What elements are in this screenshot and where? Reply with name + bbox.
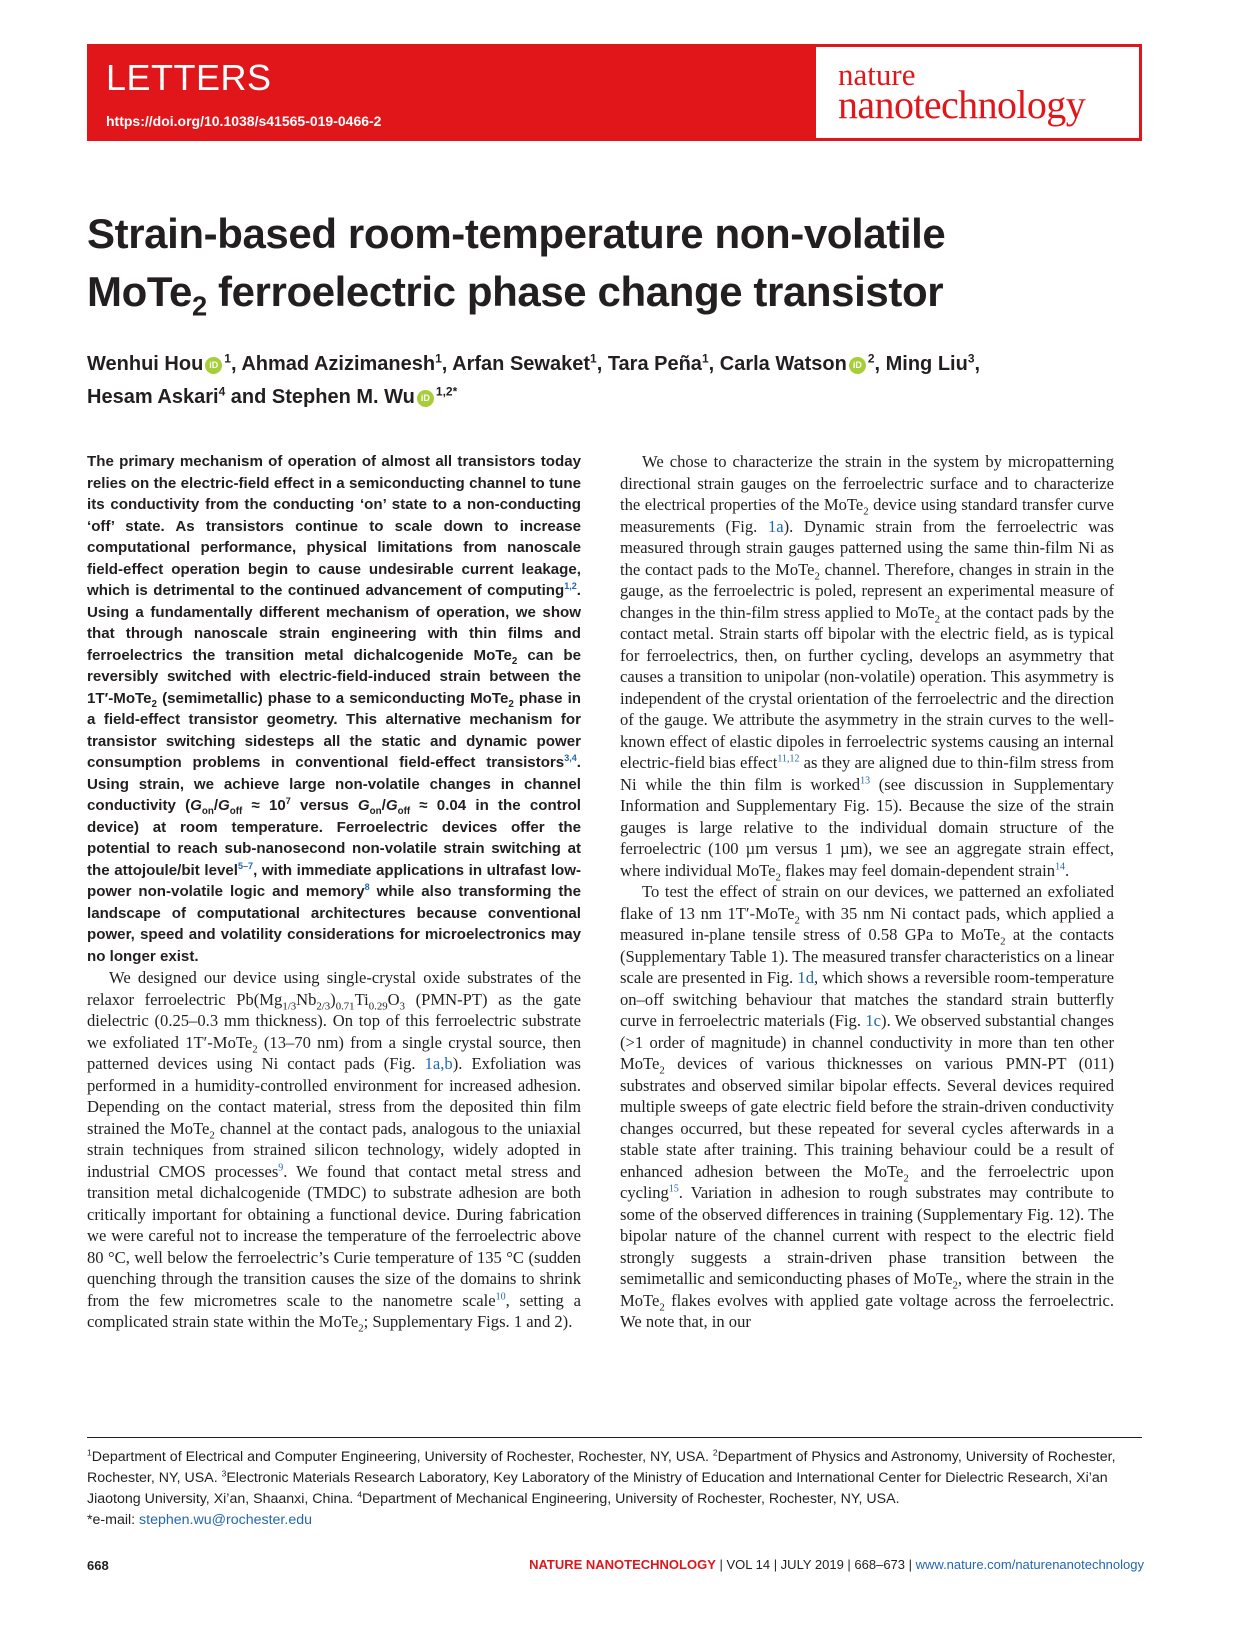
affiliations xyxy=(87,1447,1145,1510)
body-paragraph-2 xyxy=(620,451,1114,881)
superscript: 7 xyxy=(285,795,291,806)
text-run: (semimetallic) phase to a semiconducting MoTe xyxy=(157,689,509,707)
text-run: ). We observed substantial changes (>1 order of magnitude) in channel conductivity in more than ten other MoTe xyxy=(620,1011,1114,1073)
title-line-2-a: MoTe xyxy=(87,268,192,315)
italic-symbol: G xyxy=(218,797,230,814)
journal-footer xyxy=(529,1557,1144,1572)
right-column xyxy=(620,451,1114,1333)
superscript: 4 xyxy=(357,1489,362,1500)
subscript: 2 xyxy=(814,569,820,582)
text-run: can be reversibly switched with electric-field-induced strain between the 1T′-MoTe xyxy=(87,646,581,707)
text-run: while also transforming the landscape of computational architectures because conventional power, speed and volatility considerations for microelectronics may no longer exist. xyxy=(87,883,581,965)
text-run: at the contacts (Supplementary Table 1). The measured transfer characteristics on a linear scale are presented in Fig. xyxy=(620,925,1114,987)
left-column xyxy=(87,451,581,1333)
text-run: and the ferroelectric upon cycling xyxy=(620,1161,1114,1202)
subscript: on xyxy=(369,806,382,818)
text-run: . Variation in adhesion to rough substrates may contribute to some of the observed differences in training (Supplementary Fig. 12). The bipolar nature of the channel current with respect to the electric field strongly suggests a strain-driven phase transition between the semimetallic and semiconducting phases of MoTe xyxy=(620,1183,1114,1288)
subscript: 2/3 xyxy=(316,999,331,1012)
author-separator: , xyxy=(974,353,981,375)
footnote-divider xyxy=(87,1437,1142,1438)
corresponding-email xyxy=(87,1510,312,1531)
author-name[interactable]: Arfan Sewaket xyxy=(452,353,590,375)
subscript: 2 xyxy=(934,612,940,625)
text-run: channel. Therefore, changes in strain in the gauge, as the ferroelectric is poled, represent an experimental measure of changes in the thin-film stress applied to MoTe xyxy=(620,559,1114,622)
author-separator: , xyxy=(874,353,886,375)
citation-ref[interactable]: 9 xyxy=(278,1161,284,1173)
citation-ref[interactable]: 8 xyxy=(364,881,370,892)
footer-journal-name: NATURE NANOTECHNOLOGY xyxy=(529,1557,716,1572)
text-run: Department of Physics and Astronomy, University of Rochester, Rochester, NY, USA. xyxy=(87,1449,1116,1486)
subscript: 0.29 xyxy=(368,999,388,1012)
text-run: versus xyxy=(290,797,358,814)
subscript: 2 xyxy=(209,1128,215,1141)
author-affiliation: 1 xyxy=(590,351,597,366)
section-label: LETTERS xyxy=(106,57,272,98)
figure-ref[interactable]: 1c xyxy=(865,1011,882,1030)
text-run: ≈ 0.04 in the control device) at room temperature. Ferroelectric devices offer the potential to reach sub-nanosecond non-volatile strain switching at the attojoule/bit level xyxy=(87,797,581,879)
author-affiliation: 2 xyxy=(867,351,875,366)
text-run: Electronic Materials Research Laboratory, Key Laboratory of the Ministry of Education and International Center for Dielectric Research, Xi’an Jiaotong University, Xi’an, Shaanxi, China. xyxy=(87,1470,1108,1507)
journal-logo-line2: nanotechnology xyxy=(838,82,1086,127)
subscript: 2 xyxy=(252,1042,258,1055)
author-affiliation: 4 xyxy=(218,384,226,399)
footer-issue: | VOL 14 | JULY 2019 | 668–673 | xyxy=(715,1557,916,1572)
citation-ref[interactable]: 1,2 xyxy=(564,580,577,591)
subscript: 2 xyxy=(511,655,518,667)
citation-ref[interactable]: 5–7 xyxy=(237,860,254,871)
subscript: 2 xyxy=(358,1322,364,1335)
text-run: ). Dynamic strain from the ferroelectric was measured through strain gauges patterned using the same thin-film Ni as the contact pads to the MoTe xyxy=(620,516,1114,579)
text-run: flakes evolves with applied gate voltage across the ferroelectric. We note that, in our xyxy=(620,1290,1114,1331)
title-subscript: 2 xyxy=(191,290,207,322)
citation-ref[interactable]: 3,4 xyxy=(564,752,577,763)
orcid-icon[interactable]: iD xyxy=(849,357,866,374)
text-run: . Using strain, we achieve large non-volatile changes in channel conductivity ( xyxy=(87,754,581,814)
figure-ref[interactable]: 1a xyxy=(767,516,784,536)
email-link[interactable]: stephen.wu@rochester.edu xyxy=(139,1512,312,1528)
text-run: with 35 nm Ni contact pads, which applied a measured in-plane tensile stress of 0.58 GPa to MoTe xyxy=(620,903,1114,944)
subscript: 2 xyxy=(952,1279,958,1292)
author-separator: , xyxy=(441,353,453,375)
header-red-band xyxy=(90,47,816,138)
title-line-2-b: ferroelectric phase change transistor xyxy=(206,268,944,315)
text-run: , setting a complicated strain state within the MoTe xyxy=(87,1290,582,1331)
journal-logo xyxy=(838,59,1085,125)
citation-ref[interactable]: 10 xyxy=(495,1290,506,1302)
subscript: 3 xyxy=(399,999,405,1012)
author-name[interactable]: Ming Liu xyxy=(885,353,968,375)
text-run: / xyxy=(213,797,219,814)
text-run: , with immediate applications in ultrafast low-power non-volatile logic and memory xyxy=(87,861,581,900)
subscript: 2 xyxy=(1000,935,1006,948)
text-run: devices of various thicknesses on various PMN-PT (011) substrates and observed similar bipolar effects. Several devices required multiple sweeps of gate electric field before the strain-driven conductivity changes occurred, but these repeated for several cycles afterwards in a stable state after training. This training behaviour could be a result of enhanced adhesion between the MoTe xyxy=(620,1054,1114,1181)
text-run: Ti xyxy=(354,989,369,1009)
text-run: ≈ 10 xyxy=(242,797,286,814)
text-run: (PMN-PT) as the gate dielectric (0.25–0.3 mm thickness). On top of this ferroelectric substrate we exfoliated 1T′-MoTe xyxy=(87,989,581,1052)
journal-header xyxy=(87,44,1142,141)
text-run: . We found that contact metal stress and transition metal dichalcogenide (TMDC) to substrate adhesion are both critically important for obtaining a functional device. During fabrication we were careful not to increase the temperature of the ferroelectric above 80 °C, well below the ferroelectric’s Curie temperature of 135 °C (sudden quenching through the transition causes the size of the domains to shrink from the few micrometres scale to the nanometre scale xyxy=(87,1161,581,1310)
citation-ref[interactable]: 13 xyxy=(860,774,871,786)
text-run: , which shows a reversible room-temperature on–off switching behaviour that matches the standard strain butterfly curve in ferroelectric materials (Fig. xyxy=(620,968,1114,1030)
text-run: ). Exfoliation was performed in a humidity-controlled environment for increased adhesion. Depending on the contact material, stress from the deposited thin film strained the MoTe xyxy=(87,1054,581,1138)
abstract xyxy=(87,451,581,967)
italic-symbol: G xyxy=(190,797,202,814)
text-run: . xyxy=(1065,860,1070,880)
figure-ref[interactable]: 1a,b xyxy=(424,1054,453,1073)
author-name[interactable]: Stephen M. Wu xyxy=(271,386,415,408)
article-title xyxy=(87,205,1147,321)
text-run: ) xyxy=(330,989,336,1009)
text-run: / xyxy=(381,797,386,814)
text-run: (13–70 nm) from a single crystal source, then patterned devices using Ni contact pads (Fig. xyxy=(87,1032,581,1073)
text-run: flakes may feel domain-dependent strain xyxy=(780,860,1056,880)
text-run: Nb xyxy=(296,989,317,1009)
author-affiliation: 1,2* xyxy=(435,384,458,399)
author-list xyxy=(87,348,1147,414)
body-paragraph-3 xyxy=(620,881,1114,1333)
subscript: 2 xyxy=(151,698,157,710)
text-run: O xyxy=(387,989,400,1009)
text-run: We chose to characterize the strain in the system by micropatterning directional strain gauges on the ferroelectric surface and to characterize the electrical properties of the MoTe xyxy=(620,452,1114,514)
italic-symbol: G xyxy=(357,797,370,814)
subscript: 2 xyxy=(659,1064,665,1077)
author-name[interactable]: Ahmad Azizimanesh xyxy=(241,353,436,375)
author-separator: , xyxy=(596,353,608,375)
superscript: 3 xyxy=(221,1468,227,1479)
body-paragraph-1 xyxy=(87,967,581,1333)
subscript: 2 xyxy=(775,870,781,883)
text-run: . Using a fundamentally different mechanism of operation, we show that through nanoscale strain engineering with thin films and ferroelectrics the transition metal dichalcogenide MoTe xyxy=(87,582,581,664)
figure-ref[interactable]: 1d xyxy=(797,968,815,987)
subscript: 2 xyxy=(794,913,800,926)
subscript: on xyxy=(201,806,214,818)
text-run: ; Supplementary Figs. 1 and 2). xyxy=(363,1312,573,1331)
author-affiliation: 1 xyxy=(435,351,442,366)
page-number: 668 xyxy=(87,1558,109,1573)
subscript: 2 xyxy=(508,698,514,710)
text-run: channel at the contact pads, analogous to the uniaxial strain techniques from strained silicon technology, widely adopted in industrial CMOS processes xyxy=(87,1118,581,1181)
text-run: We designed our device using single-crystal oxide substrates of the relaxor ferroelectric Pb(Mg xyxy=(87,968,581,1009)
author-separator: , xyxy=(230,353,242,375)
subscript: off xyxy=(229,806,243,818)
author-name[interactable]: Carla Watson xyxy=(719,353,847,375)
text-run: (see discussion in Supplementary Information and Supplementary Fig. 15). Because the size of the strain gauges is large relative to the individual domain structure of the ferroelectric (100 µm versus 1 µm), we see an aggregate strain effect, where individual MoTe xyxy=(620,774,1114,880)
doi-link[interactable]: https://doi.org/10.1038/s41565-019-0466-2 xyxy=(106,113,382,129)
subscript: 2 xyxy=(903,1171,909,1184)
subscript: 0.71 xyxy=(335,999,355,1012)
subscript: 1/3 xyxy=(282,999,297,1012)
author-name[interactable]: Hesam Askari xyxy=(87,386,219,408)
author-name[interactable]: Wenhui Hou xyxy=(87,353,204,375)
author-name[interactable]: Tara Peña xyxy=(607,353,702,375)
journal-logo-line1: nature xyxy=(838,57,916,92)
text-run: phase in a field-effect transistor geometry. This alternative mechanism for transistor switching sidesteps all the static and dynamic power consumption problems in conventional field-effect transistors xyxy=(87,689,581,771)
text-run: , where the strain in the MoTe xyxy=(620,1269,1114,1310)
citation-ref[interactable]: 15 xyxy=(668,1183,679,1195)
text-run: Department of Electrical and Computer Engineering, University of Rochester, Rochester, NY, USA. xyxy=(91,1449,713,1465)
italic-symbol: G xyxy=(385,797,398,814)
superscript: 1 xyxy=(87,1447,92,1458)
author-affiliation: 1 xyxy=(224,351,231,366)
superscript: 2 xyxy=(712,1447,718,1458)
text-run: at the contact pads by the contact metal. Strain starts off bipolar with the electric field, as is typical for ferroelectrics, then, on further cycling, develops an asymmetry that causes a transition to unipolar (non-volatile) operation. This asymmetry is independent of the crystal orientation of the ferroelectric and the direction of the gauge. We attribute the asymmetry in the strain curves to the well-known effect of elastic dipoles in ferroelectric systems causing an internal electric-field bias effect xyxy=(620,602,1114,772)
orcid-icon[interactable]: iD xyxy=(417,390,434,407)
author-separator: , xyxy=(708,353,720,375)
subscript: 2 xyxy=(863,505,869,518)
citation-ref[interactable]: 11,12 xyxy=(777,753,800,765)
text-run: device using standard transfer curve measurements (Fig. xyxy=(620,495,1114,536)
text-run: Department of Mechanical Engineering, University of Rochester, Rochester, NY, USA. xyxy=(361,1491,900,1507)
text-run: as they are aligned due to thin-film stress from Ni while the thin film is worked xyxy=(620,753,1114,794)
author-separator: and xyxy=(225,386,272,408)
footer-url[interactable]: www.nature.com/naturenanotechnology xyxy=(915,1557,1144,1572)
author-affiliation: 1 xyxy=(701,351,709,366)
orcid-icon[interactable]: iD xyxy=(205,357,222,374)
text-run: The primary mechanism of operation of almost all transistors today relies on the electric-field effect in a semiconducting channel to tune its conductivity from the conducting ‘on’ state to a non-conducting ‘off’ state. As transistors continue to scale down to increase computational performance, physical limitations from nanoscale field-effect operation begin to cause undesirable current leakage, which is detrimental to the continued advancement of computing xyxy=(87,453,581,599)
citation-ref[interactable]: 14 xyxy=(1055,860,1066,872)
subscript: 2 xyxy=(659,1300,665,1313)
subscript: off xyxy=(397,806,411,818)
email-label: *e-mail: xyxy=(87,1512,140,1528)
author-affiliation: 3 xyxy=(967,351,975,366)
text-run: To test the effect of strain on our devices, we patterned an exfoliated flake of 13 nm 1T′-MoTe xyxy=(620,882,1114,923)
title-line-1: Strain-based room-temperature non-volatile xyxy=(87,210,946,257)
